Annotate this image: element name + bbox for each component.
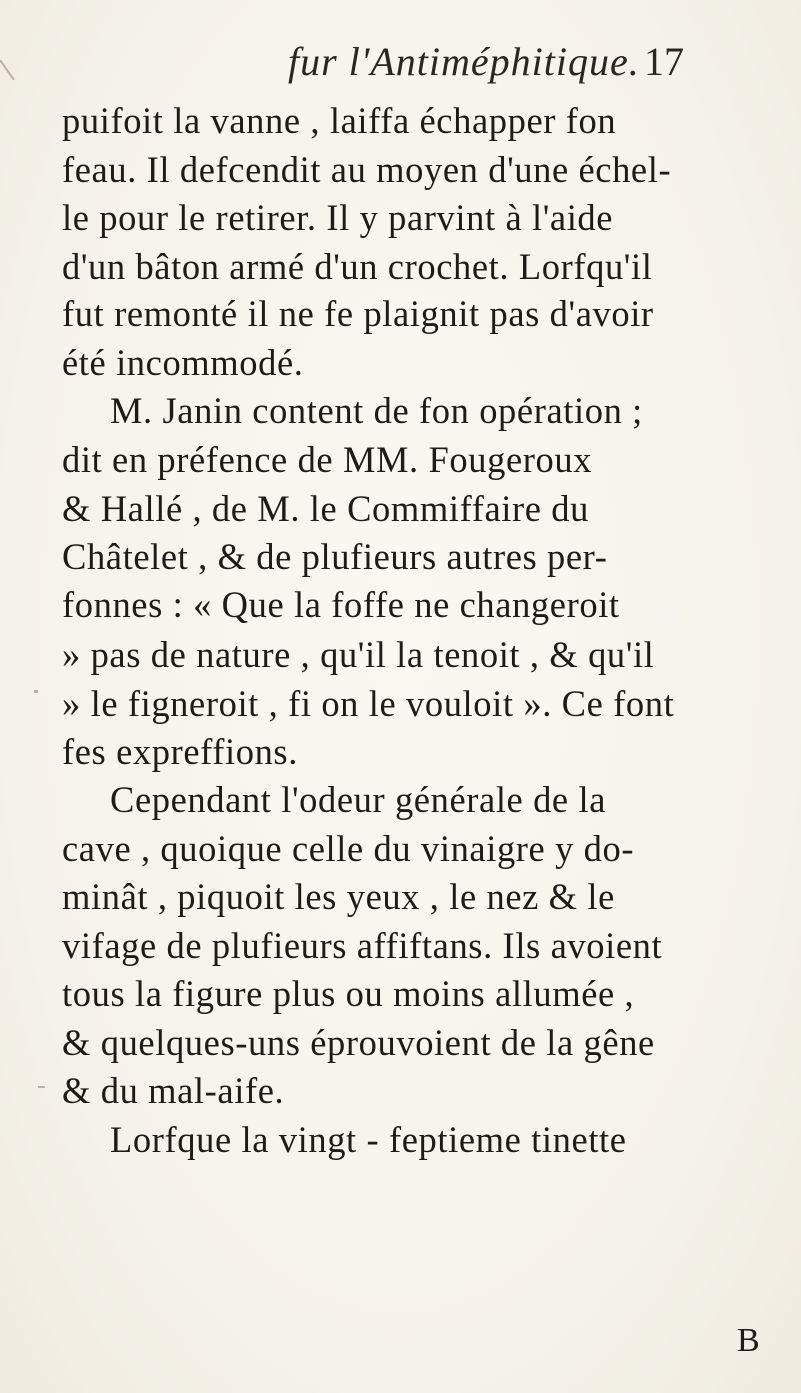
text-line: » pas de nature , qu'il la tenoit , & qu'il xyxy=(62,634,655,675)
text-line: fes expreffions. xyxy=(62,731,298,772)
page-header xyxy=(0,38,801,98)
page-speck xyxy=(38,1086,45,1088)
signature-mark: B xyxy=(737,1322,760,1359)
text-line: » le figneroit , fi on le vouloit ». Ce font xyxy=(62,683,675,724)
text-line: fut remonté il ne fe plaignit pas d'avoir xyxy=(62,293,654,334)
text-line: été incommodé. xyxy=(62,342,304,383)
text-line: & Hallé , de M. le Commiffaire du xyxy=(62,488,589,529)
page-number: 17 xyxy=(644,39,684,84)
text-line: d'un bâton armé d'un crochet. Lorfqu'il xyxy=(62,246,653,287)
text-line: le pour le retirer. Il y parvint à l'aide xyxy=(62,197,614,238)
text-line: fonnes : « Que la foffe ne changeroit xyxy=(62,584,620,625)
text-line: & quelques-uns éprouvoient de la gêne xyxy=(62,1022,655,1063)
text-line: M. Janin content de fon opération ; xyxy=(110,390,643,431)
text-line: Cependant l'odeur générale de la xyxy=(110,779,606,820)
text-line: & du mal-aife. xyxy=(62,1070,285,1111)
page-speck xyxy=(34,690,38,693)
text-line: minât , piquoit les yeux , le nez & le xyxy=(62,876,615,917)
text-line: cave , quoique celle du vinaigre y do- xyxy=(62,828,635,869)
text-line: dit en préfence de MM. Fougeroux xyxy=(62,439,593,480)
text-line: puifoit la vanne , laiffa échapper fon xyxy=(62,100,617,141)
text-line: feau. Il defcendit au moyen d'une échel- xyxy=(62,149,672,190)
text-line: vifage de plufieurs affiftans. Ils avoient xyxy=(62,925,663,966)
running-title: fur l'Antiméphitique. xyxy=(288,39,640,84)
text-line: Lorfque la vingt - feptieme tinette xyxy=(110,1119,627,1160)
text-line: tous la figure plus ou moins allumée , xyxy=(62,973,635,1014)
text-line: Châtelet , & de plufieurs autres per- xyxy=(62,536,608,577)
